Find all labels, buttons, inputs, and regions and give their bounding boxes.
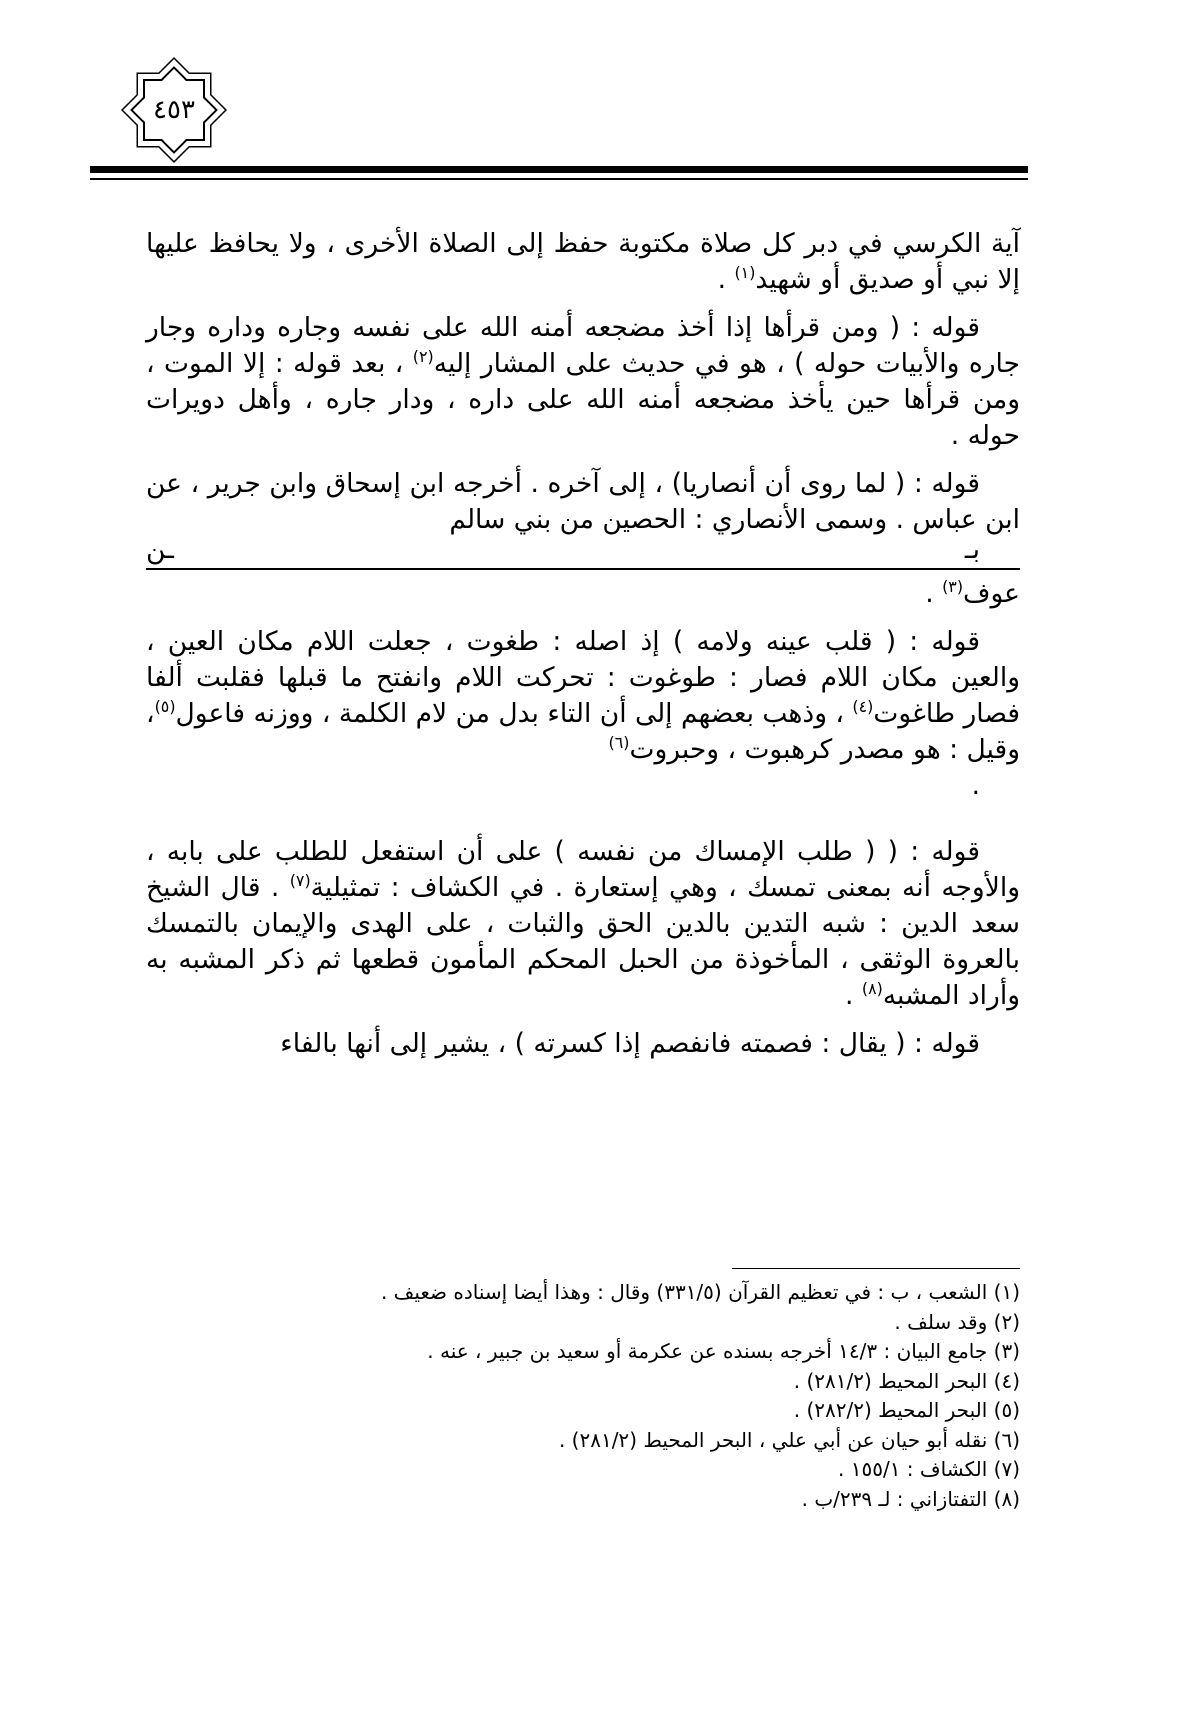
page-number: ٤٥٣ <box>153 95 195 125</box>
paragraph-1 <box>146 226 1020 298</box>
footnote-ref-8: (٨) <box>861 979 883 999</box>
footnote-separator <box>732 1268 1020 1269</box>
paragraph-1-line-2: يحافظ عليها إلا نبي أو صديق أو شهيد <box>146 228 1020 295</box>
paragraph-5-text-b: . قال الشيخ سعد الدين : شبه التدين بالدين الحق والثبات ، على الهدى والإيمان بالتمسك بالعروة الوثقى ، المأخوذة من الحبل المحكم المأمون قطعها ثم ذكر المشبه به وأراد المشبه <box>146 872 1020 1011</box>
paragraph-3-tail-word: عوف <box>963 578 1020 609</box>
paragraph-4-text-c: ، وقيل : هو مصدر كرهبوت ، وحبروت <box>146 698 1020 765</box>
stretched-word-end: ـن <box>146 534 174 565</box>
paragraph-4 <box>146 624 1020 804</box>
footnote-2: (٢) وقد سلف . <box>894 1309 1020 1334</box>
paragraph-6-text: قوله : ( يقال : فصمته فانفصم إذا كسرته ) ، يشير إلى أنها بالفاء <box>280 1028 980 1059</box>
paragraph-4-text-a: قوله : ( قلب عينه ولامه ) إذ اصله : طغوت ، جعلت اللام مكان العين ، والعين مكان اللام فصار : طوغوت : تحركت اللام وانفتح ما قبلها فقلبت ألفا فصار طاغوت <box>146 626 1020 729</box>
footnote-ref-2: (٢) <box>412 347 434 367</box>
footnote-6: (٦) نقله أبو حيان عن أبي علي ، البحر المحيط (٢٨١/٢) . <box>558 1427 1020 1452</box>
paragraph-4-tail: . <box>971 770 980 801</box>
paragraph-3-line-1: قوله : ( لما روى أن أنصاريا) ، إلى آخره . أخرجه ابن إسحاق <box>325 468 980 499</box>
stretched-word-start: بـ <box>964 534 980 565</box>
paragraph-5-text-a: قوله : ( ( طلب الإمساك من نفسه ) على أن استفعل للطلب على بابه ، والأوجه أنه بمعنى تمسك ، وهي إستعارة . في الكشاف : تمثيلية <box>146 836 1020 903</box>
footnote-8: (٨) التفتازاني : لـ ٢٣٩/ب . <box>801 1486 1020 1511</box>
footnote-ref-3: (٣) <box>942 577 964 597</box>
paragraph-4-text-b: ، وذهب بعضهم إلى أن التاء بدل من لام الكلمة ، ووزنه فاعول <box>175 698 853 729</box>
footnote-4: (٤) البحر المحيط (٢٨١/٢) . <box>793 1368 1020 1393</box>
footnote-5: (٥) البحر المحيط (٢٨٢/٢) . <box>793 1398 1020 1422</box>
footnote-1: (١) الشعب ، ب : في تعظيم القرآن (٣٣١/٥) وقال : وهذا أيضا إسناده ضعيف . <box>380 1280 1020 1304</box>
paragraph-5-tail: . <box>845 980 862 1011</box>
paragraph-2-line-1: قوله : ( ومن قرأها إذا أخذ مضجعه أمنه الله على نفسه وجاره <box>277 312 980 343</box>
paragraph-2 <box>146 310 1020 454</box>
paragraph-5 <box>146 834 1020 1014</box>
footnotes <box>200 1278 1020 1514</box>
paragraph-6 <box>146 1026 1020 1062</box>
paragraph-2-tail: ، بعد قوله : إلا الموت ، ومن قرأها حين يأخذ مضجعه أمنه الله على داره ، ودار جاره ، وأهل دويرات حوله . <box>146 348 1020 451</box>
paragraph-1-line-1: آية الكرسي في دبر كل صلاة مكتوبة حفظ إلى الصلاة الأخرى ، ولا <box>288 228 1020 259</box>
paragraph-3-line-2: وابن جرير ، عن ابن عباس . وسمى الأنصاري : الحصين من بني سالم <box>146 468 1020 535</box>
stretched-word-line <box>146 534 1020 570</box>
footnote-ref-5: (٥) <box>154 697 176 717</box>
footnote-ref-4: (٤) <box>852 697 874 717</box>
footnote-ref-7: (٧) <box>289 871 311 891</box>
header-rule-thick <box>90 166 1028 173</box>
paragraph-1-tail: . <box>717 264 735 295</box>
paragraph-2-line-2: وداره وجار جاره والأبيات حوله ) ، هو في حديث على المشار إليه <box>146 312 1020 379</box>
footnote-3: (٣) جامع البيان : ١٤/٣ أخرجه بسنده عن عكرمة أو سعيد بن جبير ، عنه . <box>427 1339 1020 1363</box>
header-rule-thin <box>90 178 1028 180</box>
paragraph-3 <box>146 466 1020 612</box>
footnote-7: (٧) الكشاف : ١٥٥/١ . <box>838 1457 1020 1481</box>
paragraph-3-tail: . <box>925 578 943 609</box>
page-number-badge <box>104 40 244 180</box>
footnote-ref-1: (١) <box>734 263 756 283</box>
body-text <box>146 226 1020 1074</box>
footnote-ref-6: (٦) <box>608 733 630 753</box>
